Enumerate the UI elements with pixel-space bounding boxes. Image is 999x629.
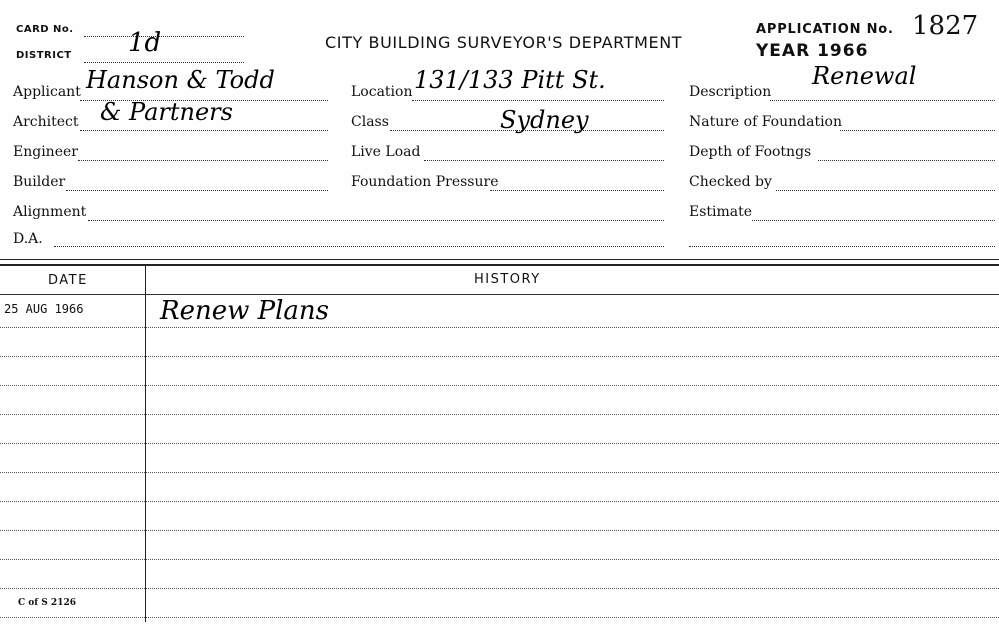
year-label: YEAR 1966 (756, 41, 869, 61)
class-value: Sydney (500, 106, 589, 134)
section-divider-bottom (0, 264, 999, 266)
applicant-value: Hanson & Todd (86, 66, 275, 94)
checked-by-line (776, 190, 995, 191)
district-value: 1d (128, 28, 162, 58)
section-divider-top (0, 259, 999, 260)
history-rule (0, 414, 999, 415)
history-rule (0, 559, 999, 560)
department-title: CITY BUILDING SURVEYOR'S DEPARTMENT (325, 33, 683, 52)
estimate-line (752, 220, 995, 221)
location-line (412, 100, 664, 101)
nature-of-foundation-line (840, 130, 995, 131)
card-no-line (84, 36, 244, 37)
description-value: Renewal (812, 62, 917, 90)
history-rule (0, 617, 999, 618)
district-line (84, 62, 244, 63)
right-blank-line (689, 246, 995, 247)
applicant-label: Applicant (13, 84, 81, 100)
nature-of-foundation-label: Nature of Foundation (689, 114, 842, 130)
history-rule (0, 327, 999, 328)
da-label: D.A. (13, 231, 43, 247)
history-rule (0, 385, 999, 386)
engineer-line (78, 160, 328, 161)
header-rule (0, 294, 999, 295)
estimate-label: Estimate (689, 204, 753, 220)
application-no: 1827 (912, 11, 979, 41)
description-line (770, 100, 995, 101)
depth-of-footings-label: Depth of Footngs (689, 144, 812, 160)
form-code: C of S 2126 (18, 598, 76, 608)
history-entry-date: 25 AUG 1966 (4, 302, 84, 316)
column-divider (145, 266, 146, 622)
history-rule (0, 588, 999, 589)
checked-by-label: Checked by (689, 174, 772, 190)
builder-label: Builder (13, 174, 66, 190)
history-rule (0, 472, 999, 473)
foundation-pressure-label: Foundation Pressure (351, 174, 499, 190)
district-label: DISTRICT (16, 50, 72, 61)
engineer-label: Engineer (13, 144, 78, 160)
foundation-pressure-line (490, 190, 664, 191)
alignment-line (88, 220, 664, 221)
application-no-label: APPLICATION No. (756, 22, 894, 37)
card-no-label: CARD No. (16, 24, 74, 35)
class-label: Class (351, 114, 389, 130)
alignment-label: Alignment (13, 204, 87, 220)
location-label: Location (351, 84, 413, 100)
history-rule (0, 356, 999, 357)
architect-line (80, 130, 328, 131)
live-load-label: Live Load (351, 144, 421, 160)
depth-of-footings-line (818, 160, 995, 161)
live-load-line (424, 160, 664, 161)
description-label: Description (689, 84, 772, 100)
architect-value: & Partners (100, 98, 233, 126)
builder-line (66, 190, 328, 191)
history-rule (0, 443, 999, 444)
history-rule (0, 501, 999, 502)
history-rule (0, 530, 999, 531)
location-value: 131/133 Pitt St. (414, 66, 606, 94)
architect-label: Architect (13, 114, 79, 130)
history-column-header: HISTORY (474, 272, 541, 287)
date-column-header: DATE (48, 273, 88, 288)
da-line (54, 246, 664, 247)
history-entry-text: Renew Plans (160, 296, 330, 326)
